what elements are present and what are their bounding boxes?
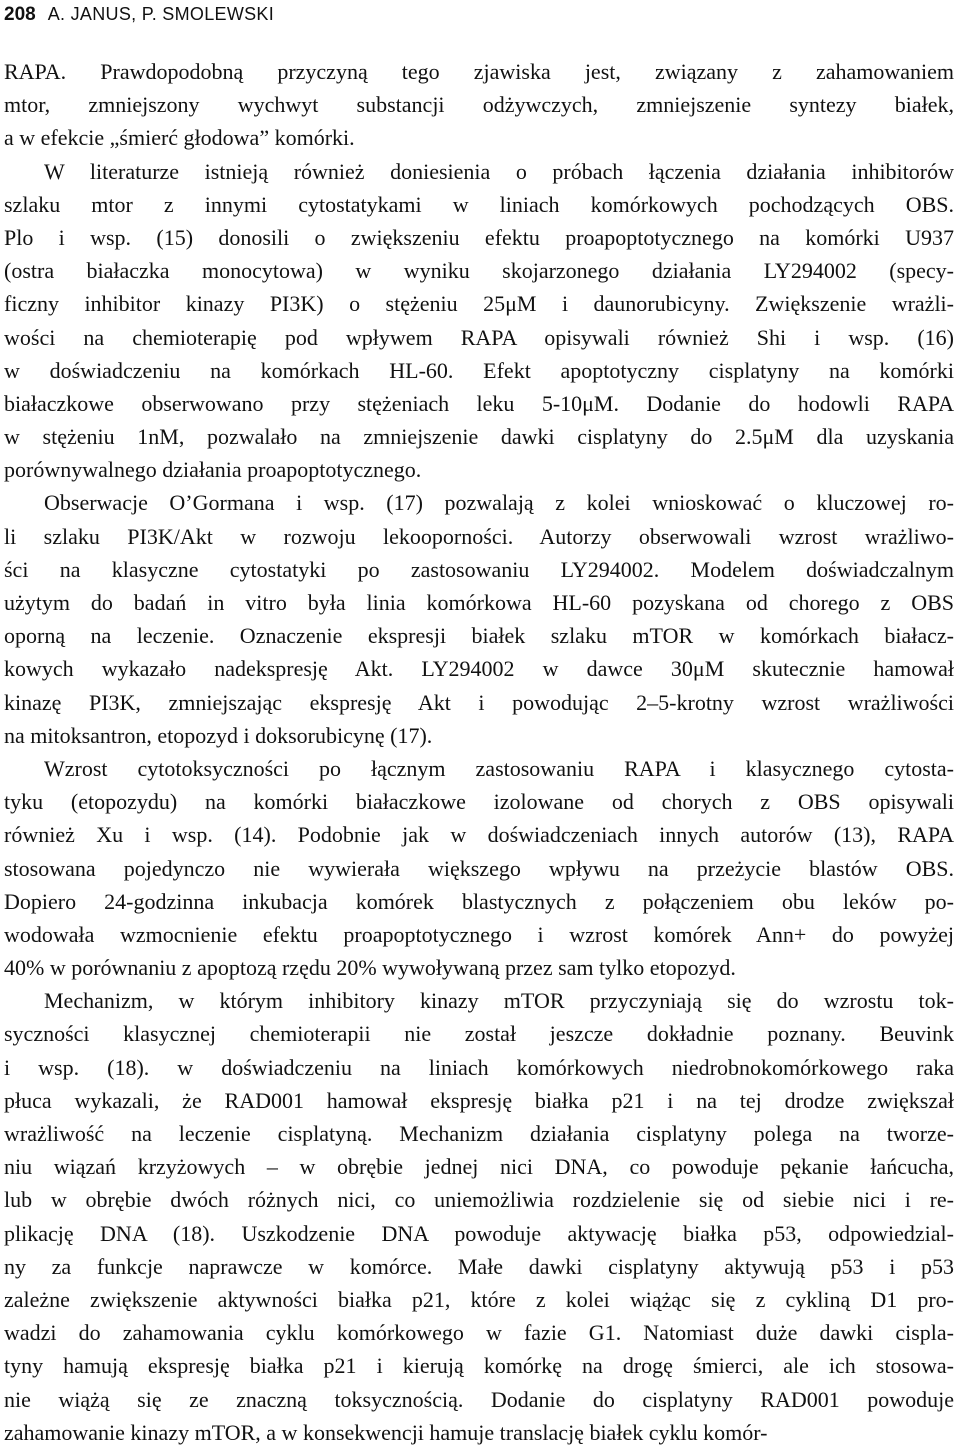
- text-line: lub w obrębie dwóch różnych nici, co uniemożliwia rozdzielenie się od siebie nici i re-: [4, 1187, 954, 1213]
- text-line: syczności klasycznej chemioterapii nie został jeszcze dokładnie poznany. Beuvink: [4, 1021, 954, 1047]
- text-line: na mitoksantron, etopozyd i doksorubicynę (17).: [4, 722, 433, 748]
- text-line: ści na klasyczne cytostatyki po zastosowaniu LY294002. Modelem doświadczalnym: [4, 556, 954, 582]
- text-line: mtor, zmniejszony wychwyt substancji odżywczych, zmniejszenie syntezy białek,: [4, 92, 954, 118]
- paragraph: [4, 984, 954, 1449]
- text-line: białaczkowe obserwowano przy stężeniach leku 5-10μM. Dodanie do hodowli RAPA: [4, 390, 954, 416]
- text-line: Dopiero 24-godzinna inkubacja komórek blastycznych z połączeniem obu leków po-: [4, 888, 954, 914]
- text-line: a w efekcie „śmierć głodowa” komórki.: [4, 125, 355, 151]
- text-line: 40% w porównaniu z apoptozą rzędu 20% wywoływaną przez sam tylko etopozyd.: [4, 955, 736, 981]
- text-line: Obserwacje O’Gormana i wsp. (17) pozwalają z kolei wnioskować o kluczowej ro-: [44, 490, 954, 516]
- text-line: wrażliwość na leczenie cisplatyną. Mechanizm działania cisplatyny polega na tworze-: [4, 1121, 954, 1146]
- text-line: płuca wykazali, że RAD001 hamował ekspresję białka p21 i na tej drodze zwiększał: [4, 1087, 954, 1113]
- text-line: tyku (etopozydu) na komórki białaczkowe izolowane od chorych z OBS opisywali: [4, 789, 954, 815]
- text-line: również Xu i wsp. (14). Podobnie jak w doświadczeniach innych autorów (13), RAPA: [4, 822, 954, 848]
- text-line: kowych wykazało nadekspresję Akt. LY294002 w dawce 30μM skutecznie hamował: [4, 656, 954, 682]
- text-line: niu wiązań krzyżowych – w obrębie jednej nici DNA, co powoduje pękanie łańcucha,: [4, 1154, 954, 1180]
- text-line: tyny hamują ekspresję białka p21 i kierują komórkę na drogę śmierci, ale ich stosowa-: [4, 1353, 954, 1379]
- text-line: zależne zwiększenie aktywności białka p21, które z kolei wiążąc się z cykliną D1 pro-: [4, 1286, 954, 1312]
- text-line: oporną na leczenie. Oznaczenie ekspresji białek szlaku mTOR w komórkach białacz-: [4, 623, 954, 649]
- text-line: szlaku mtor z innymi cytostatykami w liniach komórkowych pochodzących OBS.: [4, 191, 954, 217]
- text-line: Plo i wsp. (15) donosili o zwiększeniu efektu proapoptotycznego na komórki U937: [4, 224, 954, 250]
- text-line: ny za funkcje naprawcze w komórce. Małe dawki cisplatyny aktywują p53 i p53: [4, 1253, 954, 1279]
- text-line: i wsp. (18). w doświadczeniu na liniach komórkowych niedrobnokomórkowego raka: [4, 1054, 954, 1080]
- text-line: wadzi do zahamowania cyklu komórkowego w fazie G1. Natomiast duże dawki cispla-: [4, 1320, 954, 1346]
- text-line: Wzrost cytotoksyczności po łącznym zastosowaniu RAPA i klasycznego cytosta-: [44, 755, 954, 781]
- text-line: użytym do badań in vitro była linia komórkowa HL-60 pozyskana od chorego z OBS: [4, 590, 954, 615]
- text-line: wości na chemioterapię pod wpływem RAPA opisywali również Shi i wsp. (16): [4, 324, 954, 350]
- text-line: nie wiążą się ze znaczną toksycznością. Dodanie do cisplatyny RAD001 powoduje: [4, 1386, 954, 1412]
- text-line: kinazę PI3K, zmniejszając ekspresję Akt i powodując 2–5-krotny wzrost wrażliwości: [4, 689, 954, 715]
- running-head: [4, 4, 954, 32]
- text-line: W literaturze istnieją również doniesienia o próbach łączenia działania inhibitorów: [44, 158, 954, 184]
- text-line: Mechanizm, w którym inhibitory kinazy mTOR przyczyniają się do wzrostu tok-: [44, 988, 954, 1014]
- paragraph: [4, 486, 954, 752]
- page-number: 208: [4, 4, 36, 25]
- text-line: zahamowanie kinazy mTOR, a w konsekwencji hamuje translację białek cyklu komór-: [4, 1419, 768, 1445]
- body-text: [4, 55, 954, 1449]
- text-line: (ostra białaczka monocytowa) w wyniku skojarzonego działania LY294002 (specy-: [4, 258, 954, 284]
- text-line: plikację DNA (18). Uszkodzenie DNA powoduje aktywację białka p53, odpowiedzial-: [4, 1220, 954, 1246]
- text-line: li szlaku PI3K/Akt w rozwoju lekooporności. Autorzy obserwowali wzrost wrażliwo-: [4, 523, 954, 549]
- running-head-authors: A. JANUS, P. SMOLEWSKI: [47, 4, 275, 24]
- paragraph: [4, 155, 954, 487]
- paragraph: [4, 55, 954, 155]
- text-line: wodowała wzmocnienie efektu proapoptotycznego i wzrost komórek Ann+ do powyżej: [4, 921, 954, 947]
- text-line: ficzny inhibitor kinazy PI3K) o stężeniu 25μM i daunorubicyny. Zwiększenie wrażli-: [4, 291, 954, 317]
- text-line: porównywalnego działania proapoptotycznego.: [4, 457, 422, 483]
- paragraph: [4, 752, 954, 984]
- text-line: stosowana pojedynczo nie wywierała większego wpływu na przeżycie blastów OBS.: [4, 855, 954, 881]
- text-line: RAPA. Prawdopodobną przyczyną tego zjawiska jest, związany z zahamowaniem: [4, 59, 954, 84]
- text-line: w stężeniu 1nM, pozwalało na zmniejszenie dawki cisplatyny do 2.5μM dla uzyskania: [4, 424, 954, 450]
- text-line: w doświadczeniu na komórkach HL-60. Efekt apoptotyczny cisplatyny na komórki: [4, 357, 954, 383]
